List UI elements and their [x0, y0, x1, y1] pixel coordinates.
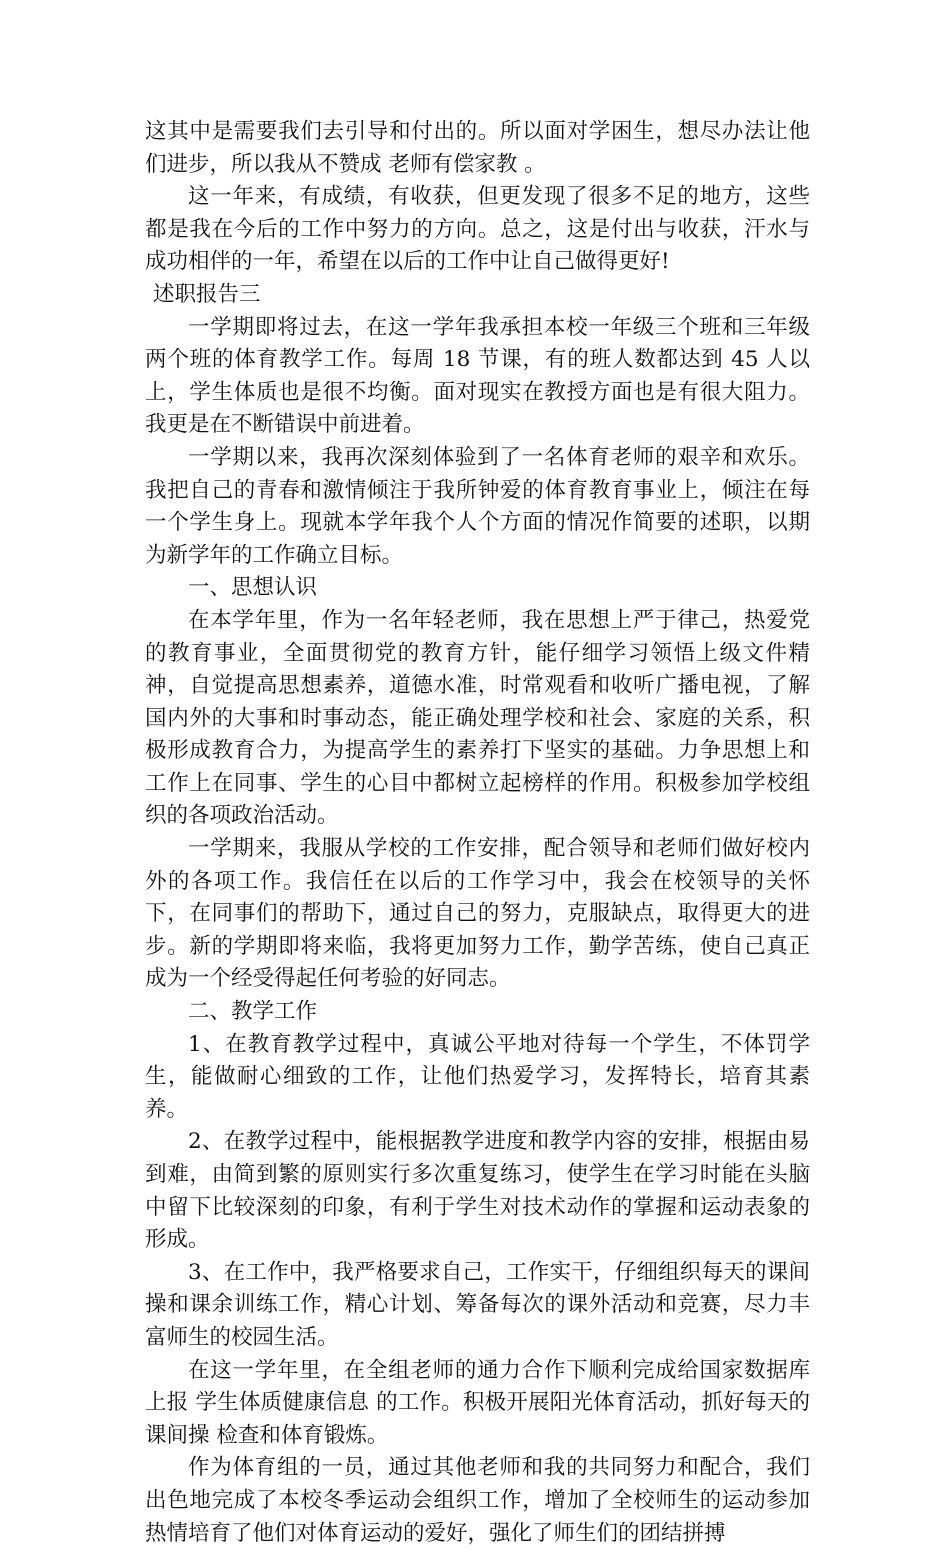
section-heading-report-three: 述职报告三 — [153, 281, 261, 307]
list-item-3: 3、在工作中，我严格要求自己，工作实干，仔细组织每天的课间操和课余训练工作，精心计划、筹备每次的课外活动和竞赛，尽力丰富师生的校园生活。 — [145, 1259, 810, 1350]
section-heading-teaching: 二、教学工作 — [188, 999, 318, 1025]
paragraph-8: 作为体育组的一员，通过其他老师和我的共同努力和配合，我们出色地完成了本校冬季运动会组织工作，增加了全校师生的运动参加热情培育了他们对体育运动的爱好，强化了师生们的团结拼搏 — [145, 1455, 810, 1546]
paragraph-5: 在本学年里，作为一名年轻老师，我在思想上严于律己，热爱党的教育事业，全面贯彻党的教育方针，能仔细学习领悟上级文件精神，自觉提高思想素养，道德水准，时常观看和收听广播电视，了解国内外的大事和时事动态，能正确处理学校和社会、家庭的关系，积极形成教育合力，为提高学生的素养打下坚实的基础。力争思想上和工作上在同事、学生的心目中都树立起榜样的作用。积极参加学校组织的各项政治活动。 — [145, 607, 810, 829]
paragraph-4: 一学期以来，我再次深刻体验到了一名体育老师的艰辛和欢乐。我把自己的青春和激情倾注于我所钟爱的体育教育事业上，倾注在每一个学生身上。现就本学年我个人个方面的情况作简要的述职，以期为新学年的工作确立目标。 — [145, 444, 810, 568]
paragraph-3: 一学期即将过去，在这一学年我承担本校一年级三个班和三年级两个班的体育教学工作。每周 18 节课，有的班人数都达到 45 人以上，学生体质也是很不均衡。面对现实在教授方面也是有很大阻力。我更是在不断错误中前进着。 — [145, 314, 810, 438]
list-item-1: 1、在教育教学过程中，真诚公平地对待每一个学生，不体罚学生，能做耐心细致的工作，让他们热爱学习，发挥特长，培育其素养。 — [145, 1031, 810, 1122]
paragraph-1: 这其中是需要我们去引导和付出的。所以面对学困生，想尽办法让他们进步，所以我从不赞成 老师有偿家教 。 — [145, 119, 810, 177]
document-page — [145, 116, 810, 1550]
paragraph-7: 在这一学年里，在全组老师的通力合作下顺利完成给国家数据库上报 学生体质健康信息 的工作。积极开展阳光体育活动，抓好每天的 课间操 检查和体育锻炼。 — [145, 1357, 810, 1448]
section-heading-ideology: 一、思想认识 — [188, 575, 318, 601]
paragraph-6: 一学期来，我服从学校的工作安排，配合领导和老师们做好校内外的各项工作。我信任在以后的工作学习中，我会在校领导的关怀下，在同事们的帮助下，通过自己的努力，克服缺点，取得更大的进步。新的学期即将来临，我将更加努力工作，勤学苦练，使自己真正成为一个经受得起任何考验的好同志。 — [145, 836, 810, 992]
paragraph-2: 这一年来，有成绩，有收获，但更发现了很多不足的地方，这些都是我在今后的工作中努力的方向。总之，这是付出与收获，汗水与成功相伴的一年，希望在以后的工作中让自己做得更好! — [145, 184, 810, 275]
list-item-2: 2、在教学过程中，能根据教学进度和教学内容的安排，根据由易到难，由简到繁的原则实行多次重复练习，使学生在学习时能在头脑中留下比较深刻的印象，有利于学生对技术动作的掌握和运动表象的形成。 — [145, 1129, 810, 1253]
